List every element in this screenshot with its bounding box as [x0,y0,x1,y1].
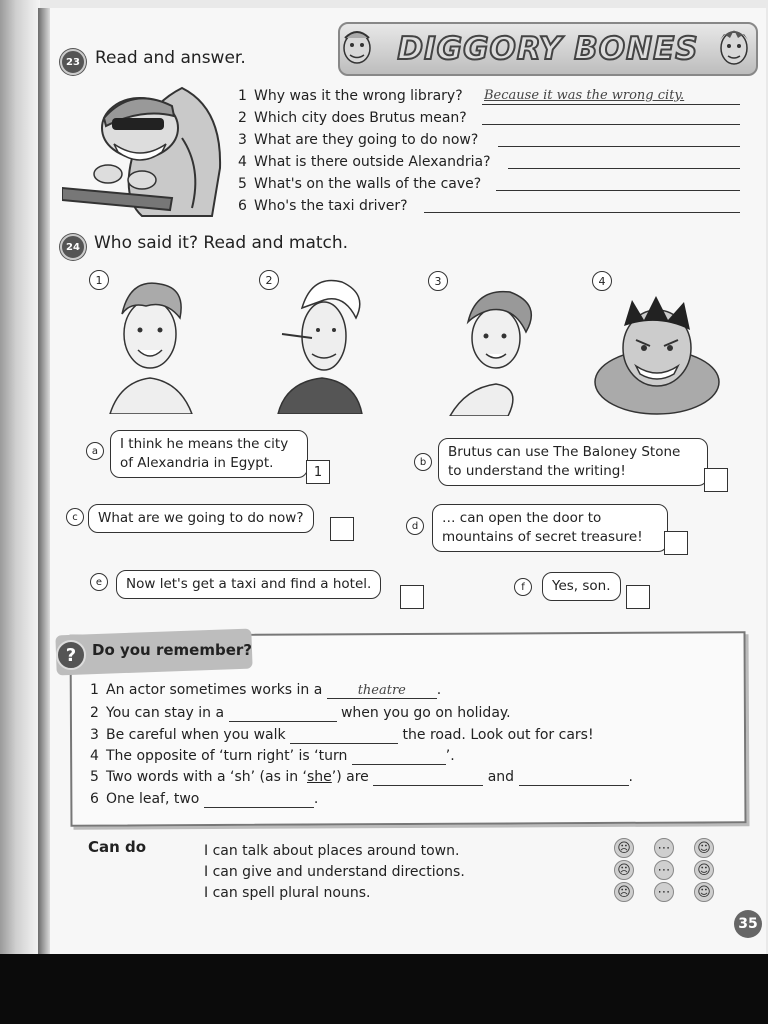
bubble-letter-b: b [414,453,432,471]
ex23-answer-line-5[interactable] [496,190,740,191]
diggory-face-logo-icon [340,26,374,66]
exercise-24-number: 24 [60,234,86,260]
sad-face-icon[interactable]: ☹ [614,860,634,880]
ex23-answer-line-3[interactable] [498,146,740,147]
speech-bubble-f: Yes, son. [542,572,621,601]
ex23-question-4: 4 What is there outside Alexandria? [238,154,491,170]
bubble-letter-f: f [514,578,532,596]
character-3-portrait [446,282,546,416]
answer-box-c[interactable] [330,517,354,541]
diggory-bones-banner [338,22,758,76]
speech-bubble-a: I think he means the city of Alexandria in Egypt. [110,430,308,478]
speech-bubble-d: … can open the door to mountains of secret treasure! [432,504,668,552]
ex23-answer-1[interactable]: Because it was the wrong city. [484,88,685,103]
happy-face-icon[interactable]: ☺ [694,838,714,858]
bubble-letter-c: c [66,508,84,526]
remember-answer-1[interactable]: theatre [327,682,437,699]
remember-blank-4[interactable] [352,748,446,765]
answer-box-e[interactable] [400,585,424,609]
brutus-face-logo-icon [716,24,752,68]
can-do-item-3: I can spell plural nouns. [204,885,371,901]
remember-blank-5a[interactable] [373,769,483,786]
remember-item-4: 4 The opposite of ‘turn right’ is ‘turn ’. [90,748,455,764]
remember-item-2: 2 You can stay in a when you go on holiday. [90,705,511,721]
happy-face-icon[interactable]: ☺ [694,882,714,902]
answer-box-f[interactable] [626,585,650,609]
remember-item-3: 3 Be careful when you walk the road. Look out for cars! [90,727,594,743]
page-gutter-shadow [38,8,50,954]
character-number-4: 4 [592,271,612,291]
remember-item-5: 5 Two words with a ‘sh’ (as in ‘she’) are and . [90,769,633,785]
ex23-question-2: 2 Which city does Brutus mean? [238,110,467,126]
bubble-letter-e: e [90,573,108,591]
question-mark-icon: ? [56,640,86,670]
sad-face-icon[interactable]: ☹ [614,882,634,902]
character-number-3: 3 [428,271,448,291]
sad-face-icon[interactable]: ☹ [614,838,634,858]
ex23-answer-line-2[interactable] [482,124,740,125]
banner-title: DIGGORY BONES [397,31,699,67]
ex23-answer-line-4[interactable] [508,168,740,169]
character-number-2: 2 [259,270,279,290]
neutral-face-icon[interactable]: ⋯ [654,860,674,880]
exercise-24-heading: Who said it? Read and match. [94,233,349,253]
bubble-letter-a: a [86,442,104,460]
neutral-face-icon[interactable]: ⋯ [654,882,674,902]
page-number: 35 [734,910,762,938]
book-spine [0,0,40,1024]
do-you-remember-title: Do you remember? [92,641,252,659]
answer-box-b[interactable] [704,468,728,492]
character-4-portrait [594,296,720,416]
neutral-face-icon[interactable]: ⋯ [654,838,674,858]
remember-blank-5b[interactable] [519,769,629,786]
can-do-item-1: I can talk about places around town. [204,843,460,859]
taxi-driver-illustration [62,78,226,218]
character-2-portrait [272,274,372,414]
scan-bottom-edge [0,954,768,1024]
answer-box-a[interactable]: 1 [306,460,330,484]
remember-blank-6[interactable] [204,791,314,808]
can-do-item-2: I can give and understand directions. [204,864,465,880]
exercise-23-number: 23 [60,49,86,75]
can-do-label: Can do [88,838,147,856]
ex23-question-6: 6 Who's the taxi driver? [238,198,408,214]
bubble-letter-d: d [406,517,424,535]
exercise-23-heading: Read and answer. [95,48,246,68]
character-number-1: 1 [89,270,109,290]
speech-bubble-b: Brutus can use The Baloney Stone to understand the writing! [438,438,708,486]
remember-item-6: 6 One leaf, two . [90,791,319,807]
happy-face-icon[interactable]: ☺ [694,860,714,880]
ex23-question-3: 3 What are they going to do now? [238,132,479,148]
remember-blank-3[interactable] [290,727,398,744]
speech-bubble-c: What are we going to do now? [88,504,314,533]
ex23-answer-line-1 [482,104,740,105]
remember-item-1: 1 An actor sometimes works in a theatre . [90,682,442,698]
speech-bubble-e: Now let's get a taxi and find a hotel. [116,570,381,599]
character-1-portrait [100,274,200,414]
ex23-question-5: 5 What's on the walls of the cave? [238,176,482,192]
remember-blank-2[interactable] [229,705,337,722]
answer-box-d[interactable] [664,531,688,555]
ex23-answer-line-6[interactable] [424,212,740,213]
ex23-question-1: 1 Why was it the wrong library? [238,88,463,104]
